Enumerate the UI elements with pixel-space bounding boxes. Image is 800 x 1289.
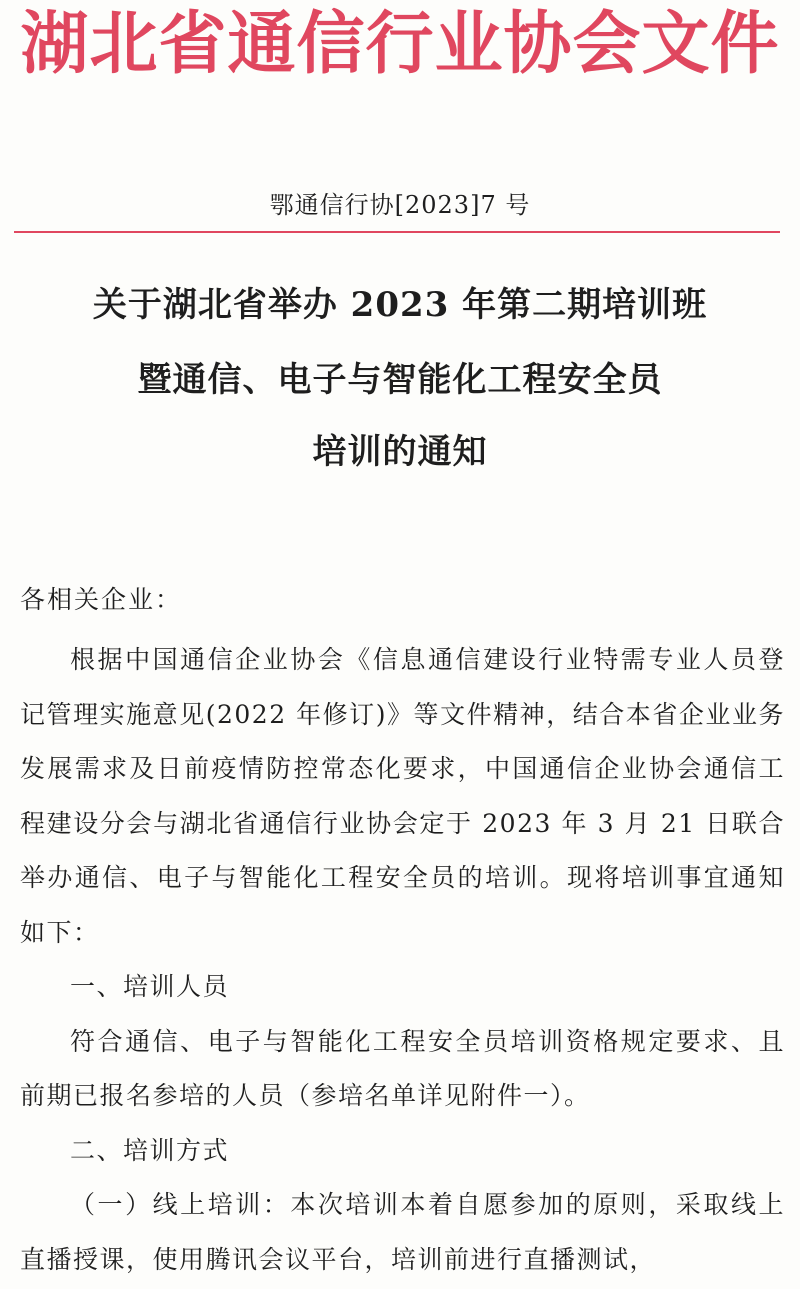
section-1-heading: 一、培训人员 [70, 972, 230, 1001]
section-2-heading: 二、培训方式 [70, 1135, 230, 1165]
notice-title-line-2: 暨通信、电子与智能化工程安全员 [137, 360, 663, 400]
salutation: 各相关企业： [20, 585, 183, 614]
red-separator-line [14, 231, 780, 233]
intro-paragraph: 根据中国通信企业协会《信息通信建设行业特需专业人员登记管理实施意见(2022 年修订)》等文件精神，结合本省企业业务发展需求及日前疫情防控常态化要求，中国通信企业协会通信工程建设分会与湖北省通信行业协会定于 2023 年 3 月 21 日联合举办通信、电子与智能化工程安全员的培训。现将培训事宜通知如下： [20, 645, 785, 947]
notice-body [20, 633, 785, 1287]
document-number: 鄂通信行协[2023]7 号 [269, 191, 531, 219]
document-header-title: 湖北省通信行业协会文件 [20, 5, 780, 84]
section-1-paragraph: 符合通信、电子与智能化工程安全员培训资格规定要求、且前期已报名参培的人员（参培名单详见附件一）。 [20, 1026, 785, 1110]
section-2-item-1: （一）线上培训：本次培训本着自愿参加的原则，采取线上直播授课，使用腾讯会议平台，培训前进行直播测试， [20, 1190, 785, 1274]
notice-title-line-1: 关于湖北省举办 2023 年第二期培训班 [92, 285, 708, 325]
notice-title-line-3: 培训的通知 [312, 432, 488, 472]
